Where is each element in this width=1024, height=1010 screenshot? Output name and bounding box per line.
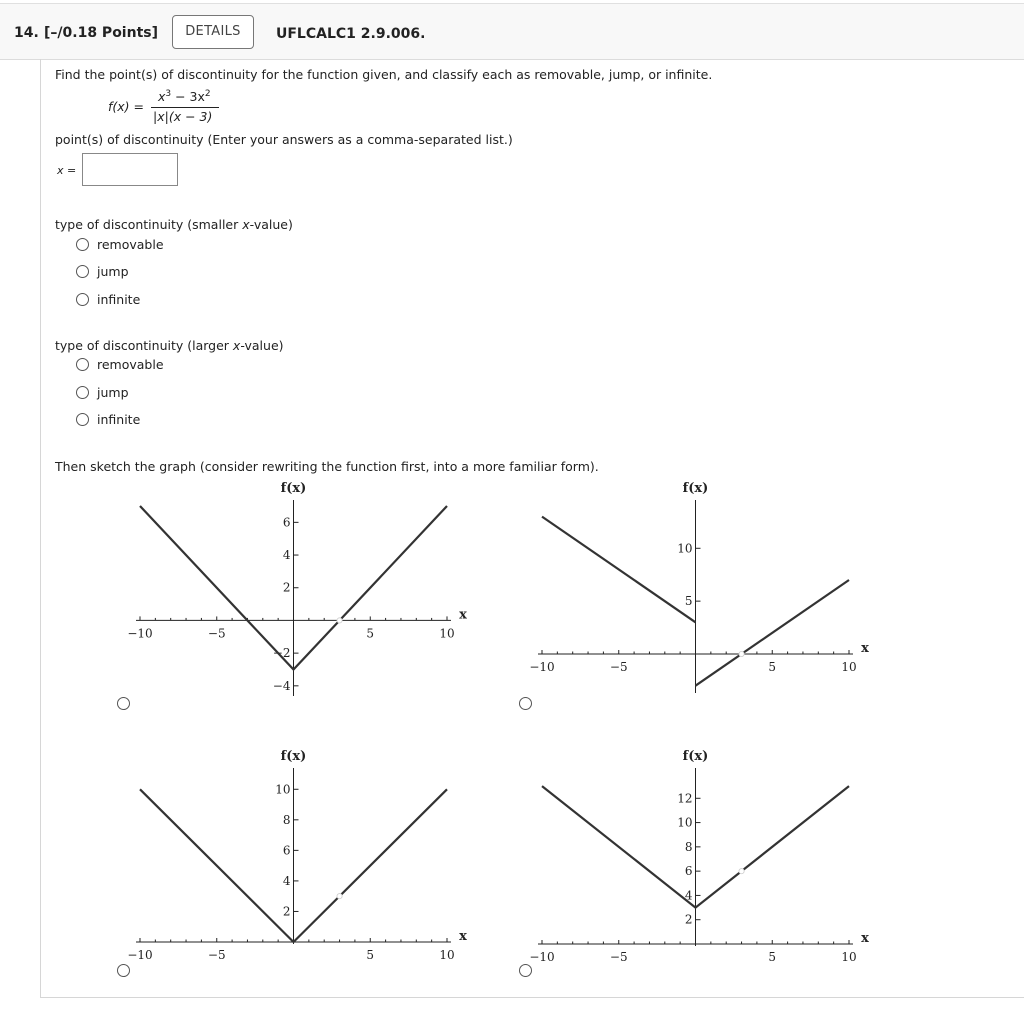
graph-option-4 — [512, 746, 892, 976]
larger-removable-radio[interactable] — [76, 358, 89, 371]
sketch-prompt: Then sketch the graph (consider rewriting the function first, into a more familiar form). — [55, 459, 599, 474]
y-tick-label: 4 — [684, 888, 693, 903]
smaller-label-text-2: -value) — [249, 217, 293, 232]
numerator-base: x — [158, 89, 166, 105]
larger-label-text-2: -value) — [240, 338, 284, 353]
graph-option-radio[interactable] — [519, 697, 532, 710]
y-tick-label: 10 — [677, 815, 693, 830]
x-tick-label: −5 — [207, 948, 226, 962]
x-axis-label: x — [861, 931, 869, 946]
larger-label-x: x — [232, 338, 241, 353]
y-tick-label: 2 — [282, 904, 291, 919]
hole-marker — [739, 651, 744, 656]
numerator-exp1: 3 — [165, 89, 172, 99]
graph-option-1 — [110, 478, 490, 708]
larger-infinite-label: infinite — [97, 412, 141, 427]
graph-option-radio[interactable] — [117, 697, 130, 710]
smaller-label-x: x — [242, 217, 250, 232]
function-numerator — [158, 89, 211, 104]
x-label: x = — [57, 164, 77, 177]
y-tick-label: 5 — [684, 594, 693, 609]
x-axis-label: x — [459, 607, 467, 623]
numerator-minus: − 3x — [171, 89, 205, 105]
x-tick-label: −10 — [127, 626, 153, 641]
x-tick-label: 10 — [439, 626, 455, 641]
x-axis-label: x — [861, 641, 869, 656]
question-number: 14. — [14, 25, 39, 41]
y-tick-label: −2 — [272, 646, 291, 661]
y-tick-label: 8 — [282, 812, 291, 827]
smaller-jump-label: jump — [97, 264, 129, 279]
fraction-bar — [151, 107, 219, 108]
hole-marker — [337, 894, 342, 899]
smaller-type-label — [55, 217, 293, 232]
details-button[interactable]: DETAILS — [172, 15, 254, 49]
smaller-removable-label: removable — [97, 237, 164, 252]
smaller-removable-radio[interactable] — [76, 238, 89, 251]
x-tick-label: 10 — [841, 950, 857, 964]
discontinuity-points-input[interactable] — [82, 153, 178, 186]
larger-type-label — [55, 338, 284, 353]
y-tick-label: 6 — [684, 864, 693, 879]
function-denominator: |x|(x − 3) — [153, 109, 213, 124]
y-tick-label: 2 — [684, 912, 693, 927]
y-axis-label: f(x) — [280, 749, 307, 764]
y-tick-label: 2 — [282, 580, 291, 595]
smaller-infinite-radio[interactable] — [76, 293, 89, 306]
smaller-infinite-label: infinite — [97, 292, 141, 307]
question-reference: UFLCALC1 2.9.006. — [276, 26, 426, 42]
y-axis-label: f(x) — [280, 481, 307, 496]
x-tick-label: 10 — [841, 660, 857, 674]
graph-option-radio[interactable] — [519, 964, 532, 977]
x-tick-label: 5 — [768, 950, 777, 964]
graph-option-3 — [110, 746, 490, 976]
question-header — [0, 3, 1024, 60]
graph-line — [542, 517, 696, 623]
larger-removable-label: removable — [97, 357, 164, 372]
smaller-jump-radio[interactable] — [76, 265, 89, 278]
points-prompt: point(s) of discontinuity (Enter your answers as a comma-separated list.) — [55, 132, 513, 147]
graph-svg — [110, 478, 490, 708]
x-tick-label: −5 — [207, 626, 226, 641]
x-tick-label: −5 — [609, 660, 628, 674]
y-tick-label: 4 — [282, 548, 291, 563]
y-tick-label: 4 — [282, 873, 291, 888]
larger-jump-label: jump — [97, 385, 129, 400]
numerator-exp2: 2 — [204, 89, 211, 99]
hole-marker — [337, 618, 342, 623]
graph-option-2 — [512, 478, 892, 708]
x-tick-label: 5 — [768, 660, 777, 674]
graph-option-radio[interactable] — [117, 964, 130, 977]
x-tick-label: −10 — [529, 660, 555, 674]
x-tick-label: −10 — [127, 948, 153, 962]
points-label: [–/0.18 Points] — [44, 25, 158, 41]
x-tick-label: 5 — [366, 948, 375, 962]
x-tick-label: −5 — [609, 950, 628, 964]
y-axis-label: f(x) — [682, 481, 709, 496]
x-tick-label: 10 — [439, 948, 455, 962]
larger-infinite-radio[interactable] — [76, 413, 89, 426]
y-axis-label: f(x) — [682, 749, 709, 764]
question-prompt: Find the point(s) of discontinuity for the function given, and classify each as removable, jump, or infinite. — [55, 67, 713, 82]
graph-svg — [512, 478, 892, 708]
function-lhs: f(x) = — [108, 99, 144, 114]
x-axis-label: x — [459, 929, 467, 944]
graph-svg — [110, 746, 490, 976]
y-tick-label: 10 — [677, 541, 693, 556]
y-tick-label: 6 — [282, 843, 291, 858]
larger-label-text-1: type of discontinuity (larger — [55, 338, 233, 353]
y-tick-label: 12 — [677, 791, 693, 806]
y-tick-label: −4 — [272, 678, 291, 693]
x-tick-label: −10 — [529, 950, 555, 964]
y-tick-label: 8 — [684, 839, 693, 854]
x-tick-label: 5 — [366, 626, 375, 641]
larger-jump-radio[interactable] — [76, 386, 89, 399]
graph-svg — [512, 746, 892, 976]
smaller-label-text-1: type of discontinuity (smaller — [55, 217, 243, 232]
hole-marker — [739, 869, 744, 874]
y-tick-label: 10 — [275, 782, 291, 797]
y-tick-label: 6 — [282, 515, 291, 530]
